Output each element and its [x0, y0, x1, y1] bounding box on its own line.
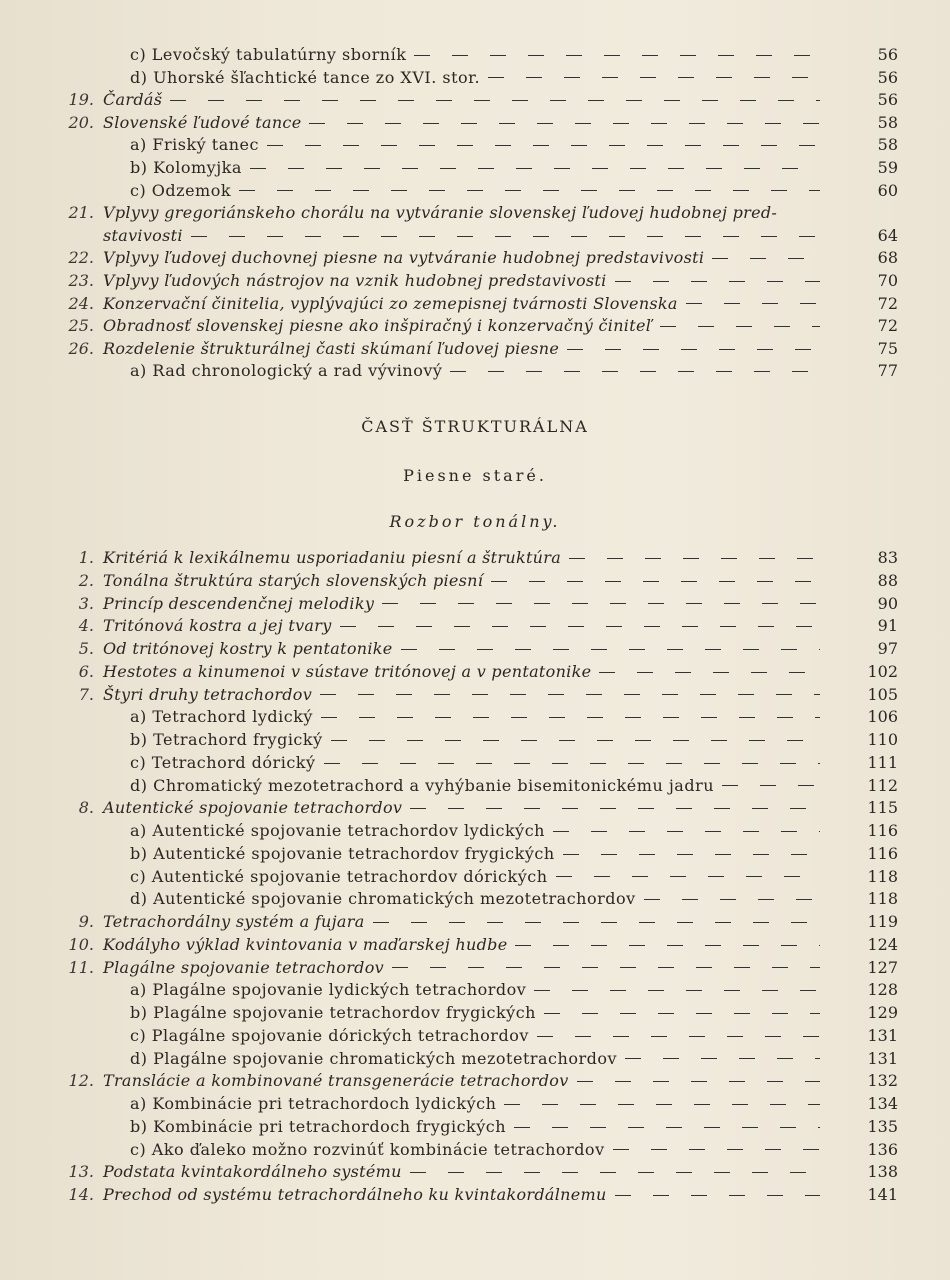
dash-leader [267, 140, 820, 150]
toc-entry[interactable] [103, 957, 830, 979]
toc-entry[interactable] [103, 1070, 830, 1092]
toc-entry[interactable] [130, 1139, 830, 1161]
toc-entry[interactable] [130, 360, 830, 382]
toc-page-number: 68 [877, 248, 898, 268]
toc-entry[interactable] [130, 888, 830, 910]
dash-leader [382, 599, 820, 609]
dash-leader [644, 894, 820, 904]
dash-leader [401, 644, 820, 654]
toc-entry-number: 24. [68, 293, 94, 313]
toc-entry[interactable] [103, 911, 830, 933]
toc-entry-title: Tritónová kostra a jej tvary [103, 616, 332, 636]
toc-entry-title: Hestotes a kinumenoi v sústave tritónovej a v pentatonike [103, 661, 592, 681]
toc-page-number: 116 [867, 843, 898, 863]
dash-leader [410, 1167, 820, 1177]
toc-entry-title: b) Kolomyjka [130, 158, 242, 177]
toc-entry-title: Vplyvy gregoriánskeho chorálu na vytváranie slovenskej ľudovej hudobnej pred- [103, 203, 778, 223]
toc-entry-number: 4. [78, 616, 94, 636]
toc-entry-title: Od tritónovej kostry k pentatonike [103, 639, 393, 658]
toc-page-number: 56 [877, 67, 898, 87]
toc-entry-number: 21. [68, 203, 94, 223]
toc-page-number: 72 [877, 293, 898, 313]
section-heading: Rozbor tonálny. [389, 512, 561, 531]
toc-entry-title: d) Chromatický mezotetrachord a vyhýbanie bisemitonickému jadru [130, 775, 715, 795]
dash-leader [239, 186, 820, 196]
toc-entry[interactable] [130, 979, 830, 1001]
toc-entry[interactable] [103, 797, 830, 819]
dash-leader [191, 231, 820, 241]
part-heading: ČASŤ ŠTRUKTURÁLNA [361, 417, 589, 436]
dash-leader [309, 118, 820, 128]
dash-leader [320, 690, 820, 700]
toc-entry[interactable] [130, 1025, 830, 1047]
toc-entry-title: Princíp descendenčnej melodiky [103, 593, 375, 613]
toc-entry-title: Kodályho výklad kvintovania v maďarskej hudbe [103, 934, 508, 954]
dash-leader [577, 1076, 820, 1086]
dash-leader [170, 95, 820, 105]
toc-page-number: 134 [867, 1094, 898, 1113]
toc-page-number: 111 [867, 752, 898, 772]
toc-page-number: 58 [877, 135, 898, 155]
toc-entry-title: Konzervační činitelia, vyplývajúci zo zemepisnej tvárnosti Slovenska [103, 293, 678, 313]
toc-entry[interactable] [103, 338, 830, 360]
toc-page-number: 119 [867, 912, 898, 931]
dash-leader [504, 1099, 820, 1109]
dash-leader [569, 553, 820, 563]
toc-page-number: 72 [877, 316, 898, 336]
toc-entry[interactable] [103, 615, 830, 637]
dash-leader [556, 872, 820, 882]
toc-entry-number: 25. [68, 316, 94, 336]
toc-entry[interactable] [130, 134, 830, 156]
toc-entry[interactable] [103, 661, 830, 683]
toc-entry-title: a) Tetrachord lydický [130, 707, 313, 727]
toc-entry-title: Translácie a kombinované transgenerácie tetrachordov [103, 1071, 569, 1091]
dash-leader [615, 1190, 820, 1200]
toc-entry-title: d) Plagálne spojovanie chromatických mezotetrachordov [130, 1048, 618, 1068]
toc-entry-number: 20. [68, 112, 94, 132]
toc-page-number: 110 [867, 730, 898, 749]
toc-entry-title: c) Plagálne spojovanie dórických tetrachordov [130, 1025, 529, 1045]
toc-entry[interactable] [130, 729, 830, 751]
toc-entry-title: Kritériá k lexikálnemu usporiadaniu piesní a štruktúra [103, 548, 562, 567]
toc-page-number: 128 [867, 980, 898, 1000]
toc-entry-title: a) Kombinácie pri tetrachordoch lydických [130, 1094, 497, 1113]
dash-leader [722, 781, 820, 791]
toc-entry-number: 9. [78, 912, 94, 931]
toc-entry-number: 10. [68, 934, 94, 954]
toc-page-number: 58 [877, 112, 898, 132]
dash-leader [660, 321, 820, 331]
toc-entry-title: Vplyvy ľudovej duchovnej piesne na vytváranie hudobnej predstavivosti [103, 248, 705, 268]
toc-entry-title: Podstata kvintakordálneho systému [103, 1162, 402, 1182]
toc-entry-number: 14. [68, 1185, 94, 1204]
toc-entry-title: Autentické spojovanie tetrachordov [103, 798, 403, 818]
toc-entry[interactable] [103, 89, 830, 111]
toc-entry-number: 1. [78, 548, 94, 567]
toc-entry-title: c) Tetrachord dórický [130, 752, 316, 772]
toc-entry[interactable] [103, 684, 830, 706]
toc-page-number: 138 [867, 1162, 898, 1182]
toc-page-number: 90 [877, 593, 898, 613]
dash-leader [613, 1145, 820, 1155]
dash-leader [712, 253, 820, 263]
toc-page-number: 127 [867, 957, 898, 977]
toc-entry[interactable] [130, 866, 830, 888]
toc-entry[interactable] [103, 112, 830, 134]
toc-page-number: 60 [877, 180, 898, 200]
toc-entry[interactable] [130, 752, 830, 774]
toc-entry-number: 22. [68, 248, 94, 268]
toc-entry[interactable] [103, 547, 830, 569]
toc-entry-title: Plagálne spojovanie tetrachordov [103, 957, 384, 977]
toc-entry-number: 6. [78, 661, 94, 681]
toc-page-number: 124 [867, 934, 898, 954]
dash-leader [625, 1054, 820, 1064]
toc-entry-title: Prechod od systému tetrachordálneho ku kvintakordálnemu [103, 1185, 607, 1204]
toc-entry-title: d) Autentické spojovanie chromatických mezotetrachordov [130, 889, 636, 909]
toc-page-number: 70 [877, 271, 898, 290]
toc-entry-title: Vplyvy ľudových nástrojov na vznik hudobnej predstavivosti [103, 271, 607, 290]
dash-leader [537, 1031, 820, 1041]
toc-entry-title: b) Plagálne spojovanie tetrachordov frygických [130, 1003, 536, 1022]
toc-entry[interactable] [103, 934, 830, 956]
toc-page-number: 102 [867, 661, 898, 681]
toc-entry-number: 13. [68, 1162, 94, 1182]
toc-page-number: 56 [877, 90, 898, 110]
toc-entry-title: d) Uhorské šľachtické tance zo XVI. stor. [130, 67, 481, 87]
dash-leader [373, 917, 820, 927]
toc-page-number: 83 [877, 548, 898, 567]
dash-leader [392, 963, 820, 973]
toc-entry-number: 5. [78, 639, 94, 658]
dash-leader [553, 826, 820, 836]
toc-entry-number: 26. [68, 338, 94, 358]
toc-entry-title: a) Autentické spojovanie tetrachordov lydických [130, 821, 545, 840]
toc-entry-title: Čardáš [103, 90, 163, 110]
toc-entry-title: a) Rad chronologický a rad vývinový [130, 361, 443, 381]
toc-entry[interactable] [130, 706, 830, 728]
toc-entry[interactable] [103, 315, 830, 337]
toc-entry-number: 23. [68, 271, 94, 290]
toc-page-number: 116 [867, 821, 898, 840]
dash-leader [410, 803, 820, 813]
toc-entry-title: b) Autentické spojovanie tetrachordov frygických [130, 843, 555, 863]
toc-page-number: 77 [877, 361, 898, 381]
toc-entry[interactable] [103, 293, 830, 315]
dash-leader [563, 849, 820, 859]
toc-entry-title: a) Friský tanec [130, 135, 259, 155]
toc-entry-number: 12. [68, 1071, 94, 1091]
toc-page-number: 131 [867, 1048, 898, 1068]
toc-entry-title: Rozdelenie štrukturálnej časti skúmaní ľudovej piesne [103, 338, 560, 358]
toc-entry[interactable] [130, 820, 830, 842]
toc-entry-title: b) Tetrachord frygický [130, 730, 323, 749]
dash-leader [450, 366, 820, 376]
toc-entry[interactable] [103, 225, 830, 247]
toc-page-number: 56 [877, 45, 898, 64]
toc-entry-title: Obradnosť slovenskej piesne ako inšpiračný i konzervačný činiteľ [103, 316, 653, 336]
toc-entry[interactable] [130, 180, 830, 202]
toc-entry[interactable] [103, 1184, 830, 1206]
toc-entry-title: c) Ako ďaleko možno rozvinúť kombinácie tetrachordov [130, 1139, 605, 1159]
dash-leader [340, 621, 820, 631]
toc-entry-number: 7. [78, 684, 94, 704]
dash-leader [599, 667, 820, 677]
toc-page-number: 91 [877, 616, 898, 636]
dash-leader [321, 712, 820, 722]
toc-page-number: 97 [877, 639, 898, 658]
toc-page-number: 59 [877, 158, 898, 177]
toc-page-number: 115 [867, 798, 898, 818]
toc-entry[interactable] [130, 67, 830, 89]
toc-page-number: 112 [867, 775, 898, 795]
sub-heading: Piesne staré. [403, 466, 547, 485]
toc-entry[interactable] [130, 1048, 830, 1070]
toc-page-number: 141 [867, 1185, 898, 1204]
toc-page-number: 88 [877, 570, 898, 590]
toc-page-number: 132 [867, 1071, 898, 1091]
toc-entry-title: stavivosti [103, 225, 183, 245]
dash-leader [324, 758, 820, 768]
toc-entry-title: Tonálna štruktúra starých slovenských piesní [103, 570, 484, 590]
toc-entry[interactable] [130, 843, 830, 865]
toc-entry-title: a) Plagálne spojovanie lydických tetrachordov [130, 980, 527, 1000]
toc-entry[interactable] [103, 202, 830, 224]
dash-leader [491, 576, 820, 586]
toc-page-number: 75 [877, 338, 898, 358]
toc-page-number: 136 [867, 1139, 898, 1159]
toc-entry-title: b) Kombinácie pri tetrachordoch frygických [130, 1116, 507, 1136]
dash-leader [414, 50, 820, 60]
toc-page-number: 64 [877, 225, 898, 245]
toc-entry-title: Slovenské ľudové tance [103, 112, 302, 132]
dash-leader [544, 1008, 820, 1018]
dash-leader [488, 73, 820, 83]
toc-entry[interactable] [103, 1161, 830, 1183]
dash-leader [615, 276, 820, 286]
dash-leader [514, 1122, 820, 1132]
toc-page-number: 106 [867, 707, 898, 727]
toc-page-number: 118 [867, 866, 898, 886]
toc-entry-number: 3. [78, 593, 94, 613]
toc-entry[interactable] [130, 44, 830, 66]
toc-entry[interactable] [103, 593, 830, 615]
dash-leader [250, 163, 820, 173]
dash-leader [331, 735, 820, 745]
toc-entry[interactable] [130, 157, 830, 179]
dash-leader [515, 940, 820, 950]
toc-entry[interactable] [103, 570, 830, 592]
toc-entry[interactable] [130, 1116, 830, 1138]
toc-page-number: 135 [867, 1116, 898, 1136]
toc-entry-title: c) Odzemok [130, 180, 232, 200]
toc-entry-title: Štyri druhy tetrachordov [103, 684, 313, 704]
dash-leader [567, 344, 820, 354]
dash-leader [534, 985, 820, 995]
toc-entry[interactable] [103, 638, 830, 660]
toc-entry[interactable] [130, 1002, 830, 1024]
toc-page-number: 131 [867, 1025, 898, 1045]
toc-entry-number: 19. [68, 90, 94, 110]
toc-entry[interactable] [103, 247, 830, 269]
toc-entry-title: c) Autentické spojovanie tetrachordov dórických [130, 866, 548, 886]
toc-page-number: 118 [867, 889, 898, 909]
toc-entry-number: 8. [78, 798, 94, 818]
toc-entry-number: 2. [78, 570, 94, 590]
toc-entry-title: Tetrachordálny systém a fujara [103, 912, 365, 931]
toc-page-number: 129 [867, 1003, 898, 1022]
dash-leader [686, 299, 820, 309]
toc-page-number: 105 [867, 684, 898, 704]
toc-entry-number: 11. [68, 957, 94, 977]
toc-entry-title: c) Levočský tabulatúrny sborník [130, 45, 407, 64]
toc-entry[interactable] [130, 1093, 830, 1115]
toc-entry[interactable] [130, 775, 830, 797]
toc-entry[interactable] [103, 270, 830, 292]
